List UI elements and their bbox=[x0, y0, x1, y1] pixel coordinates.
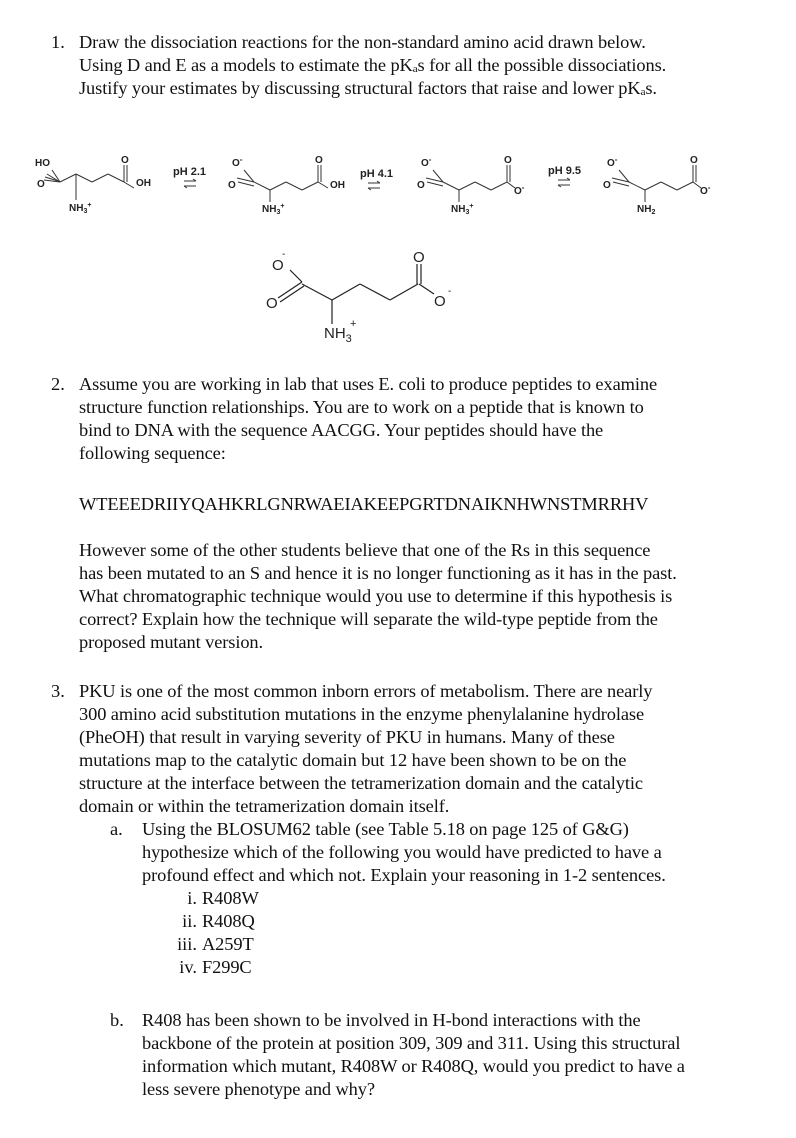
question-text-line: hypothesize which of the following you would have predicted to have a bbox=[142, 842, 662, 862]
question-text-line: Justify your estimates by discussing structural factors that raise and lower $pK_as$. bbox=[79, 78, 657, 98]
svg-text:O-: O- bbox=[514, 183, 525, 197]
question-text-line: Assume you are working in lab that uses E. coli to produce peptides to examine bbox=[79, 374, 658, 394]
svg-text:O: O bbox=[266, 295, 278, 312]
question-text-line: correct? Explain how the technique will separate the wild-type peptide from the bbox=[79, 609, 658, 629]
svg-text:O: O bbox=[434, 293, 446, 310]
svg-text:+: + bbox=[350, 318, 357, 330]
question-text-line: information which mutant, R408W or R408Q, would you predict to have a bbox=[142, 1056, 685, 1076]
species-fully-protonated bbox=[44, 165, 134, 200]
svg-text:O-: O- bbox=[700, 183, 711, 197]
part-label: a. bbox=[110, 819, 123, 839]
svg-text:O-: O- bbox=[232, 155, 243, 169]
svg-text:-: - bbox=[448, 286, 452, 297]
item-numeral: i. bbox=[187, 888, 197, 908]
question-text-line: mutations map to the catalytic domain but 12 have been shown to be on the bbox=[79, 750, 627, 770]
svg-text:NH2: $NH_2$ bbox=[637, 204, 656, 216]
svg-text:O: O bbox=[272, 257, 284, 274]
svg-text:O: O bbox=[413, 249, 425, 266]
item-numeral: iv. bbox=[179, 957, 197, 977]
question-number: 3. bbox=[51, 681, 65, 701]
svg-text:O: O bbox=[690, 155, 698, 166]
question-text-line: However some of the other students believe that one of the Rs in this sequence bbox=[79, 540, 651, 560]
svg-text:pH 9.5: pH 9.5 bbox=[548, 165, 582, 177]
mutation-item: R408Q bbox=[202, 911, 255, 931]
question-text-line: proposed mutant version. bbox=[79, 632, 264, 652]
species-fully-deprotonated bbox=[612, 165, 701, 202]
equilibrium-3 bbox=[548, 165, 581, 187]
question-text-line: domain or within the tetramerization domain itself. bbox=[79, 796, 450, 816]
mutation-item: R408W bbox=[202, 888, 259, 908]
svg-text:OH: OH bbox=[330, 180, 345, 191]
svg-text:NH3+: $NH_3^+$ bbox=[262, 203, 285, 216]
mutation-item: A259T bbox=[202, 934, 254, 954]
svg-text:OH: OH bbox=[136, 178, 151, 189]
svg-text:O: O bbox=[417, 180, 425, 191]
svg-text:NH3+: $NH_3^+$ bbox=[451, 203, 474, 216]
question-text-line: structure at the interface between the tetramerization domain and the catalytic bbox=[79, 773, 643, 793]
question-text-line: backbone of the protein at position 309, 309 and 311. Using this structural bbox=[142, 1033, 681, 1053]
svg-text:O: O bbox=[37, 179, 45, 190]
svg-text:pH 2.1: pH 2.1 bbox=[173, 166, 207, 178]
svg-text:NH3: $NH_3$ bbox=[324, 325, 352, 345]
svg-text:pH 4.1: pH 4.1 bbox=[360, 168, 394, 180]
svg-text:HO: HO bbox=[35, 158, 50, 169]
species-carboxyls-deprotonated bbox=[426, 165, 515, 202]
question-text-line: 300 amino acid substitution mutations in the enzyme phenylalanine hydrolase bbox=[79, 704, 645, 724]
question-number: 1. bbox=[51, 32, 65, 52]
dissociation-reaction-scheme bbox=[0, 140, 796, 220]
question-text-line: Draw the dissociation reactions for the non-standard amino acid drawn below. bbox=[79, 32, 646, 52]
svg-text:O: O bbox=[315, 155, 323, 166]
question-text-line: PKU is one of the most common inborn errors of metabolism. There are nearly bbox=[79, 681, 653, 701]
part-label: b. bbox=[110, 1010, 124, 1030]
peptide-sequence: WTEEEDRIIYQAHKRLGNRWAEIAKEEPGRTDNAIKNHWNSTMRRHV bbox=[79, 494, 649, 514]
svg-text:O: O bbox=[121, 155, 129, 166]
question-text-line: (PheOH) that result in varying severity of PKU in humans. Many of these bbox=[79, 727, 615, 747]
question-text-line: profound effect and which not. Explain your reasoning in 1-2 sentences. bbox=[142, 865, 666, 885]
equilibrium-2 bbox=[360, 168, 393, 190]
question-text-line: Using the BLOSUM62 table (see Table 5.18 on page 125 of G&G) bbox=[142, 819, 629, 839]
svg-text:O-: O- bbox=[421, 155, 432, 169]
question-text-line: less severe phenotype and why? bbox=[142, 1079, 375, 1099]
question-text-line: What chromatographic technique would you use to determine if this hypothesis is bbox=[79, 586, 673, 606]
svg-text:O: O bbox=[504, 155, 512, 166]
equilibrium-1 bbox=[173, 166, 206, 188]
species-alpha-deprotonated bbox=[237, 165, 328, 202]
question-text-line: has been mutated to an S and hence it is no longer functioning as it has in the past. bbox=[79, 563, 677, 583]
svg-text:-: - bbox=[282, 249, 286, 260]
question-text-line: Using D and E as a models to estimate the $pK_as$ for all the possible dissociations. bbox=[79, 55, 667, 75]
mutation-item: F299C bbox=[202, 957, 252, 977]
svg-text:O-: O- bbox=[607, 155, 618, 169]
item-numeral: ii. bbox=[182, 911, 197, 931]
question-text-line: following sequence: bbox=[79, 443, 226, 463]
svg-text:O: O bbox=[603, 180, 611, 191]
svg-text:NH3+: $NH_3^+$ bbox=[69, 202, 92, 215]
question-text-line: R408 has been shown to be involved in H-bond interactions with the bbox=[142, 1010, 641, 1030]
question-text-line: bind to DNA with the sequence AACGG. Your peptides should have the bbox=[79, 420, 604, 440]
svg-text:O: O bbox=[228, 180, 236, 191]
question-text-line: structure function relationships. You are to work on a peptide that is known to bbox=[79, 397, 644, 417]
item-numeral: iii. bbox=[177, 934, 197, 954]
question-number: 2. bbox=[51, 374, 65, 394]
amino-acid-structure bbox=[260, 230, 480, 350]
